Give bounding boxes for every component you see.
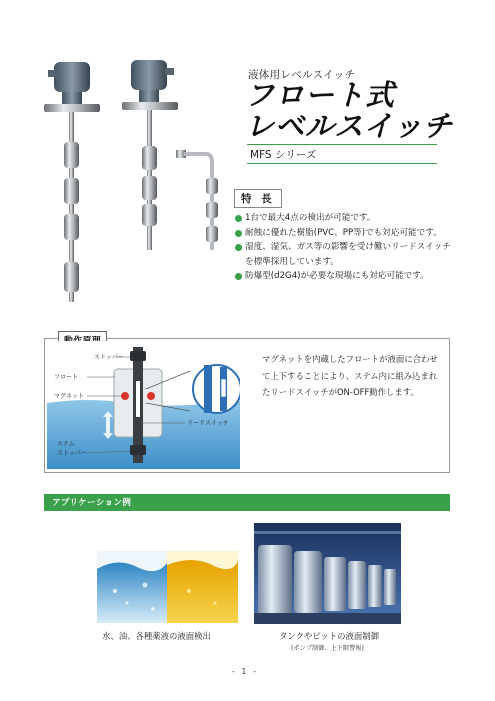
product-photos: [38, 50, 228, 315]
feature-item: 湿度、湿気、ガス等の影響を受け難いリードスイッチ: [234, 240, 464, 255]
feature-item-continued: を標準採用しています。: [245, 256, 339, 267]
magnet-label: マグネット: [54, 393, 84, 400]
stopper-bottom-label: ストッパー: [57, 450, 87, 457]
float-switch-medium: [122, 60, 178, 250]
feature-item: 防爆型(d2G4)が必要な現場にも対応可能です。: [234, 269, 464, 284]
feature-item: 耐蝕に優れた樹脂(PVC、PP等)でも対応可能です。: [234, 226, 464, 241]
page-number: - 1 -: [232, 667, 258, 676]
product-category: 液体用レベルスイッチ: [248, 69, 356, 81]
application-caption-tanks: タンクやピットの液面制御: [279, 631, 379, 641]
title-line-2: レベルスイッチ: [245, 109, 453, 143]
application-heading: アプリケーション例: [52, 498, 132, 508]
features-list: [234, 211, 464, 284]
float-switch-long: [44, 62, 100, 302]
application-caption-tanks-note: (ポンプ制御、上下限警報): [291, 645, 364, 652]
liquid-photo: [97, 551, 238, 623]
application-caption-liquids: 水、油、各種薬液の液面検出: [102, 631, 211, 641]
float-label: フロート: [54, 374, 79, 381]
title-line-1: フロート式: [245, 78, 396, 112]
stem-label: ステム: [57, 441, 75, 448]
float-switch-bent: [176, 150, 218, 250]
principle-description: マグネットを内蔵したフロートが液面に合わせて上下することにより、ステム内に組み込まれたリードスイッチがON-OFF動作します。: [262, 354, 438, 397]
reed-switch-label: リードスイッチ: [187, 420, 229, 427]
series-name: MFS シリーズ: [250, 149, 317, 161]
stopper-top-label: ストッパー: [94, 354, 124, 361]
page-title: [245, 80, 453, 142]
principle-diagram: [47, 341, 240, 469]
feature-item: 1台で最大4点の検出が可能です。: [234, 211, 464, 226]
tank-facility-photo: [254, 523, 401, 624]
features-heading: 特 長: [234, 189, 282, 208]
